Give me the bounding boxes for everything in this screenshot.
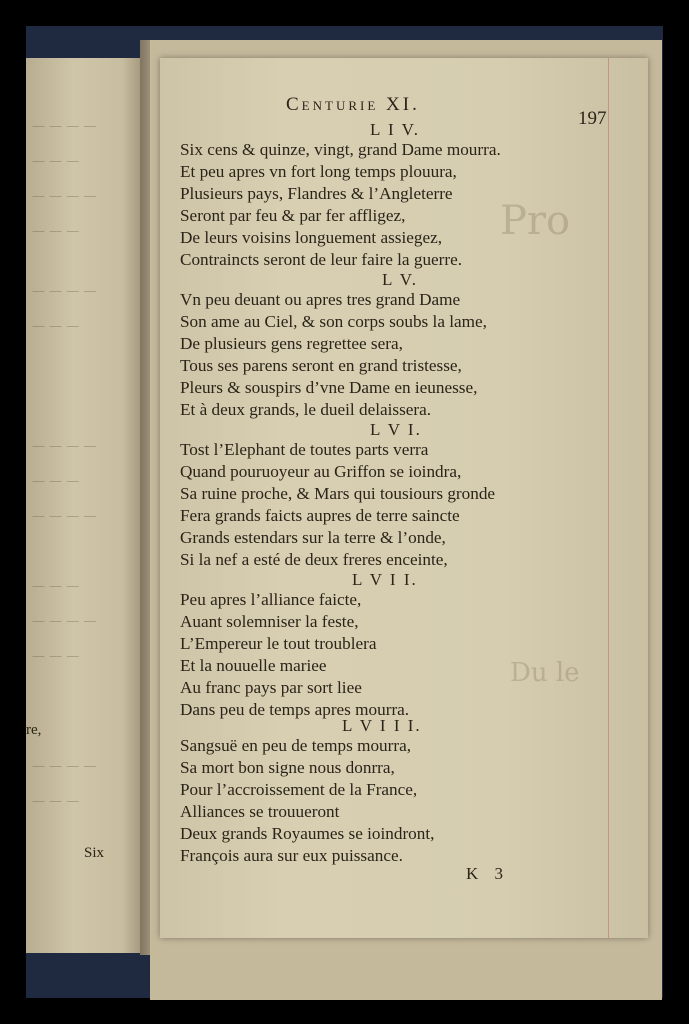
verse-line: Auant solemniser la feste, xyxy=(180,612,359,631)
verse-line: L’Empereur le tout troublera xyxy=(180,634,377,653)
verse-line: Tost l’Elephant de toutes parts verra xyxy=(180,440,429,459)
verse-line: Et à deux grands, le dueil delaissera. xyxy=(180,400,432,419)
quatrain-number: L V I I I. xyxy=(342,716,422,735)
verse-line: Plusieurs pays, Flandres & l’Angleterre xyxy=(180,184,453,203)
left-page-fragment: re, xyxy=(26,722,42,738)
verse-line: Dans peu de temps apres mourra. xyxy=(180,700,410,719)
verse-line: Six cens & quinze, vingt, grand Dame mourra. xyxy=(180,140,501,159)
verse-line: Si la nef a esté de deux freres enceinte, xyxy=(180,550,448,569)
right-page: Pro Du le Centurie XI. 197 L I V. Six cens & quinze, vingt, grand Dame mourra. Et peu apres vn fort long temps plouura, Plusieurs pays, Flandres & l’Angleterre Seront par feu & par fer affligez, De leurs voisins longuement assiegez, Contraincts seront de leur faire la guerre. L V. Vn peu deuant ou apres tres grand Dame Son ame au Ciel, & son corps soubs la lame, De plusieurs gens regrettee sera, Tous ses parens seront en grand tristesse, Pleurs & souspirs d’vne Dame en ieunesse, Et à deux grands, le dueil delaissera. L V I. Tost l’Elephant de toutes parts verra Quand pouruoyeur au Griffon se ioindra, Sa ruine proche, & Mars qui tousiours gronde Fera grands faicts aupres de terre saincte Grands estendars sur la terre & l’onde, Si la nef a esté de deux freres enceinte, L V I I. Peu apres l’alliance faicte, Auant solemniser la feste, L’Empereur le tout troublera Et la nouuelle mariee Au franc pays par sort liee Dans peu de temps apres mourra. L V I I I. Sangsuë en peu de temps mourra, Sa mort bon signe nous donrra, Pour l’accroissement de la France, Alliances se trouueront Deux grands Royaumes se ioindront, François aura sur eux puissance. K 3 xyxy=(160,58,648,938)
running-header: Centurie XI. xyxy=(286,94,420,115)
verse-line: François aura sur eux puissance. xyxy=(180,846,403,865)
verse-line: Pour l’accroissement de la France, xyxy=(180,780,418,799)
verse-line: Grands estendars sur la terre & l’onde, xyxy=(180,528,446,547)
verse-line: Sa mort bon signe nous donrra, xyxy=(180,758,395,777)
signature-mark: K 3 xyxy=(466,864,510,883)
verse-line: Tous ses parens seront en grand tristesse, xyxy=(180,356,462,375)
verse-line: Contraincts seront de leur faire la guerre. xyxy=(180,250,463,269)
verse-line: Peu apres l’alliance faicte, xyxy=(180,590,362,609)
verse-line: Et la nouuelle mariee xyxy=(180,656,327,675)
verse-line: Fera grands faicts aupres de terre saincte xyxy=(180,506,460,525)
quatrain-number: L V I I. xyxy=(352,570,418,589)
verse-line: Sa ruine proche, & Mars qui tousiours gronde xyxy=(180,484,496,503)
left-page-catchword: Six xyxy=(84,845,105,861)
left-page: — — — — — — — — — — — — — — — — — — — — — — — — — — — — — — — — — — — — — — — — — — — — — — — — — re, xyxy=(26,58,146,953)
verse-line: Son ame au Ciel, & son corps soubs la lame, xyxy=(180,312,487,331)
verse-line: Alliances se trouueront xyxy=(180,802,340,821)
verse-line: Pleurs & souspirs d’vne Dame en ieunesse, xyxy=(180,378,478,397)
verse-line: Et peu apres vn fort long temps plouura, xyxy=(180,162,457,181)
verse-line: Vn peu deuant ou apres tres grand Dame xyxy=(180,290,461,309)
verse-line: Au franc pays par sort liee xyxy=(180,678,362,697)
quatrain-number: L V I. xyxy=(370,420,422,439)
page-number: 197 xyxy=(578,108,607,129)
quatrain-number: L I V. xyxy=(370,120,420,139)
quatrain-number: L V. xyxy=(382,270,419,289)
verse-line: De plusieurs gens regrettee sera, xyxy=(180,334,403,353)
verse-line: Sangsuë en peu de temps mourra, xyxy=(180,736,412,755)
verse-line: Seront par feu & par fer affligez, xyxy=(180,206,406,225)
verse-line: Quand pouruoyeur au Griffon se ioindra, xyxy=(180,462,462,481)
ruled-margin-line xyxy=(608,58,609,938)
verse-line: De leurs voisins longuement assiegez, xyxy=(180,228,443,247)
verse-line: Deux grands Royaumes se ioindront, xyxy=(180,824,435,843)
